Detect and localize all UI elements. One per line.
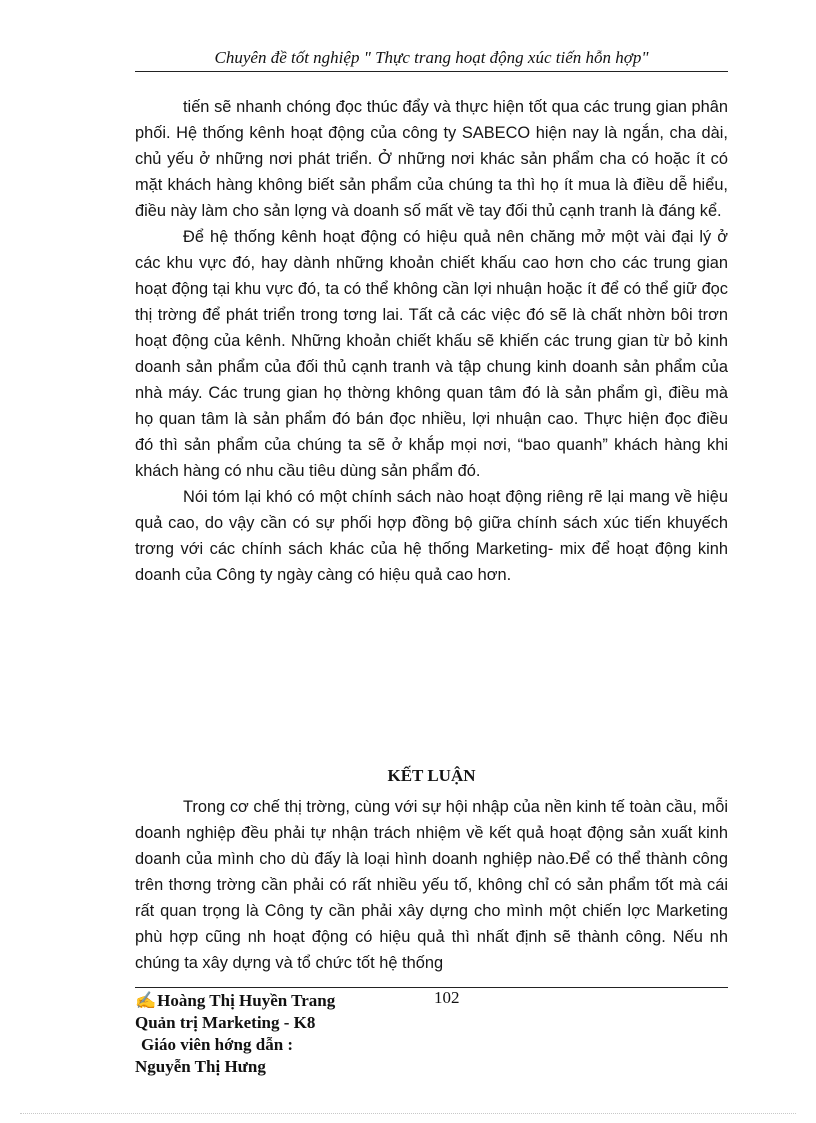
footer-author: Hoàng Thị Huyền Trang: [157, 991, 336, 1010]
page-header-title: Chuyên đề tốt nghiệp " Thực trang hoạt động xúc tiến hỗn hợp": [214, 48, 649, 67]
body-text: [135, 94, 728, 588]
footer-class: Quản trị Marketing - K8: [135, 1013, 316, 1032]
conclusion-section: [135, 764, 728, 976]
paragraph-1: tiến sẽ nhanh chóng đọc thúc đẩy và thực hiện tốt qua các trung gian phân phối. Hệ thống kênh hoạt động của công ty SABECO hiện nay là ngắn, cha dài, chủ yếu ở những nơi phát triển. Ở những nơi khác sản phẩm cha có hoặc ít có mặt khách hàng không biết sản phẩm của chúng ta thì họ ít mua là điều dễ hiểu, điều này làm cho sản lợng và doanh số mất về tay đối thủ cạnh tranh là đáng kể.: [135, 98, 728, 220]
footer-advisor-label: Giáo viên hớng dẫn :: [141, 1035, 294, 1054]
page-number: 102: [434, 988, 460, 1007]
paragraph-3: Nói tóm lại khó có một chính sách nào hoạt động riêng rẽ lại mang về hiệu quả cao, do vậy cần có sự phối hợp đồng bộ giữa chính sách xúc tiến khuyếch trơng với các chính sách khác của hệ thống Marketing- mix để hoạt động kinh doanh của Công ty ngày càng có hiệu quả cao hơn.: [135, 488, 728, 584]
header-divider: [135, 71, 728, 72]
paragraph-2: Để hệ thống kênh hoạt động có hiệu quả nên chăng mở một vài đại lý ở các khu vực đó, hay dành những khoản chiết khấu cao hơn cho các trung gian hoạt động tại khu vực đó, ta có thể không cần lợi nhuận hoặc ít để có thể giữ đọc thị trờng để phát triển trong tơng lai. Tất cả các việc đó sẽ là chất nhờn bôi trơn hoạt động của kênh. Những khoản chiết khấu sẽ khiến các trung gian từ bỏ kinh doanh sản phẩm của đối thủ cạnh tranh và tập chung kinh doanh sản phẩm của nhà máy. Các trung gian họ thờng không quan tâm đó là sản phẩm gì, điều mà họ quan tâm là sản phẩm đó bán đọc nhiều, lợi nhuận cao. Thực hiện đọc điều đó thì sản phẩm của chúng ta sẽ ở khắp mọi nơi, “bao quanh” khách hàng khi khách hàng có nhu cầu tiêu dùng sản phẩm đó.: [135, 228, 728, 480]
page-bottom-border: [20, 1113, 796, 1114]
conclusion-paragraph: Trong cơ chế thị trờng, cùng với sự hội nhập của nền kinh tế toàn cầu, mỗi doanh nghiệp đều phải tự nhận trách nhiệm về kết quả hoạt động sản xuất kinh doanh của mình cho dù đấy là loại hình doanh nghiệp nào.Để có thể thành công trên thơng trờng cần phải có rất nhiều yếu tố, không chỉ có sản phẩm tốt mà cái rất quan trọng là Công ty cần phải xây dựng cho mình một chiến lợc Marketing phù hợp cũng nh hoạt động có hiệu quả thì nhất định sẽ thành công. Nếu nh chúng ta xây dựng và tổ chức tốt hệ thống: [135, 798, 728, 972]
conclusion-heading: KẾT LUẬN: [387, 766, 476, 785]
footer-divider: [135, 987, 728, 988]
pen-icon: ✍: [135, 991, 157, 1010]
footer-advisor-name: Nguyễn Thị Hưng: [135, 1057, 266, 1076]
